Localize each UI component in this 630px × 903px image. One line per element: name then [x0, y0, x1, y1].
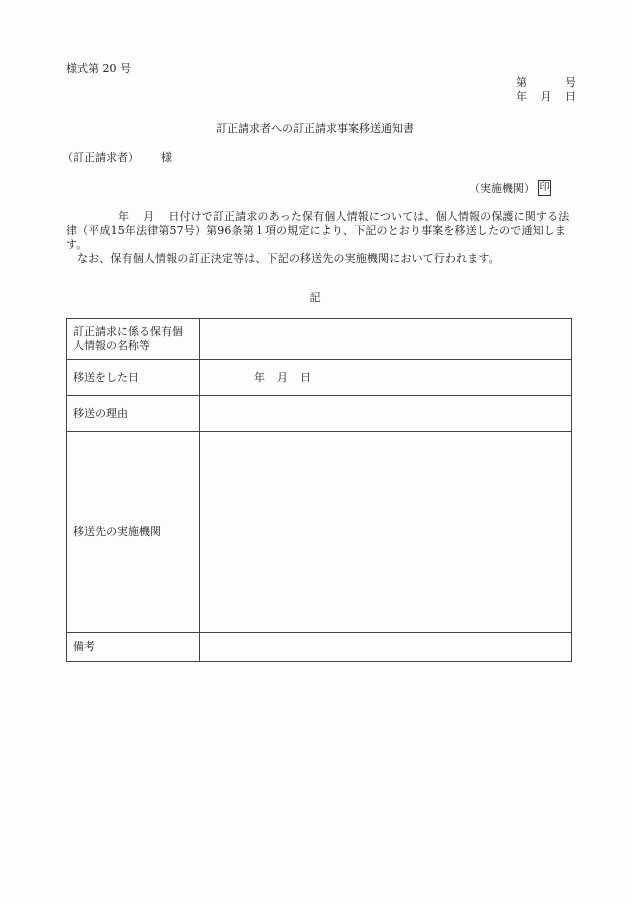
body-date-month: 月 — [143, 210, 155, 223]
addressee-label: （訂正請求者） — [62, 151, 139, 164]
reference-date-year: 年 — [516, 90, 527, 103]
transfer-details-table — [66, 318, 572, 662]
row-value-info-name — [200, 319, 572, 360]
body-paragraph-1-text: 日付けで訂正請求のあった保有個人情報については、個人情報の保護に関する法律（平成15年法律第57号）第96条第１項の規定により、下記のとおり事案を移送したので通知します。 — [66, 210, 570, 251]
body-date-year: 年 — [118, 210, 130, 223]
row-label-remarks: 備考 — [67, 633, 200, 662]
issuer-line — [469, 180, 551, 196]
row-label-destination-agency: 移送先の実施機関 — [67, 432, 200, 633]
seal-stamp-box: 印 — [538, 180, 551, 196]
table-row — [67, 396, 572, 432]
ki-heading: 記 — [309, 291, 321, 304]
table-row — [67, 319, 572, 360]
body-paragraph-1 — [66, 210, 578, 252]
reference-date-day: 日 — [565, 90, 576, 103]
row-value-transfer-date — [200, 360, 572, 396]
row-label-transfer-reason: 移送の理由 — [67, 396, 200, 432]
reference-number — [516, 76, 576, 90]
issuer-label: （実施機関） — [469, 181, 535, 195]
reference-block — [516, 76, 576, 104]
document-title: 訂正請求者への訂正請求事案移送通知書 — [216, 122, 414, 135]
body-paragraph-2: なお、保有個人情報の訂正決定等は、下記の移送先の実施機関において行われます。 — [77, 252, 500, 265]
table-row — [67, 432, 572, 633]
transfer-date — [254, 371, 323, 385]
table-row — [67, 633, 572, 662]
row-label-transfer-date: 移送をした日 — [67, 360, 200, 396]
addressee — [62, 150, 172, 165]
form-number: 様式第 20 号 — [66, 62, 131, 75]
body-text — [66, 210, 578, 266]
row-value-destination-agency — [200, 432, 572, 633]
addressee-honorific: 様 — [161, 151, 172, 164]
reference-date — [516, 90, 576, 104]
table-row — [67, 360, 572, 396]
transfer-date-year: 年 — [254, 370, 265, 384]
row-label-info-name: 訂正請求に係る保有個人情報の名称等 — [67, 319, 200, 360]
reference-date-month: 月 — [540, 90, 552, 103]
transfer-date-month: 月 — [277, 370, 288, 384]
reference-number-prefix: 第 — [516, 76, 527, 89]
row-value-transfer-reason — [200, 396, 572, 432]
reference-number-suffix: 号 — [565, 76, 576, 89]
row-value-remarks — [200, 633, 572, 662]
transfer-date-day: 日 — [300, 370, 311, 384]
